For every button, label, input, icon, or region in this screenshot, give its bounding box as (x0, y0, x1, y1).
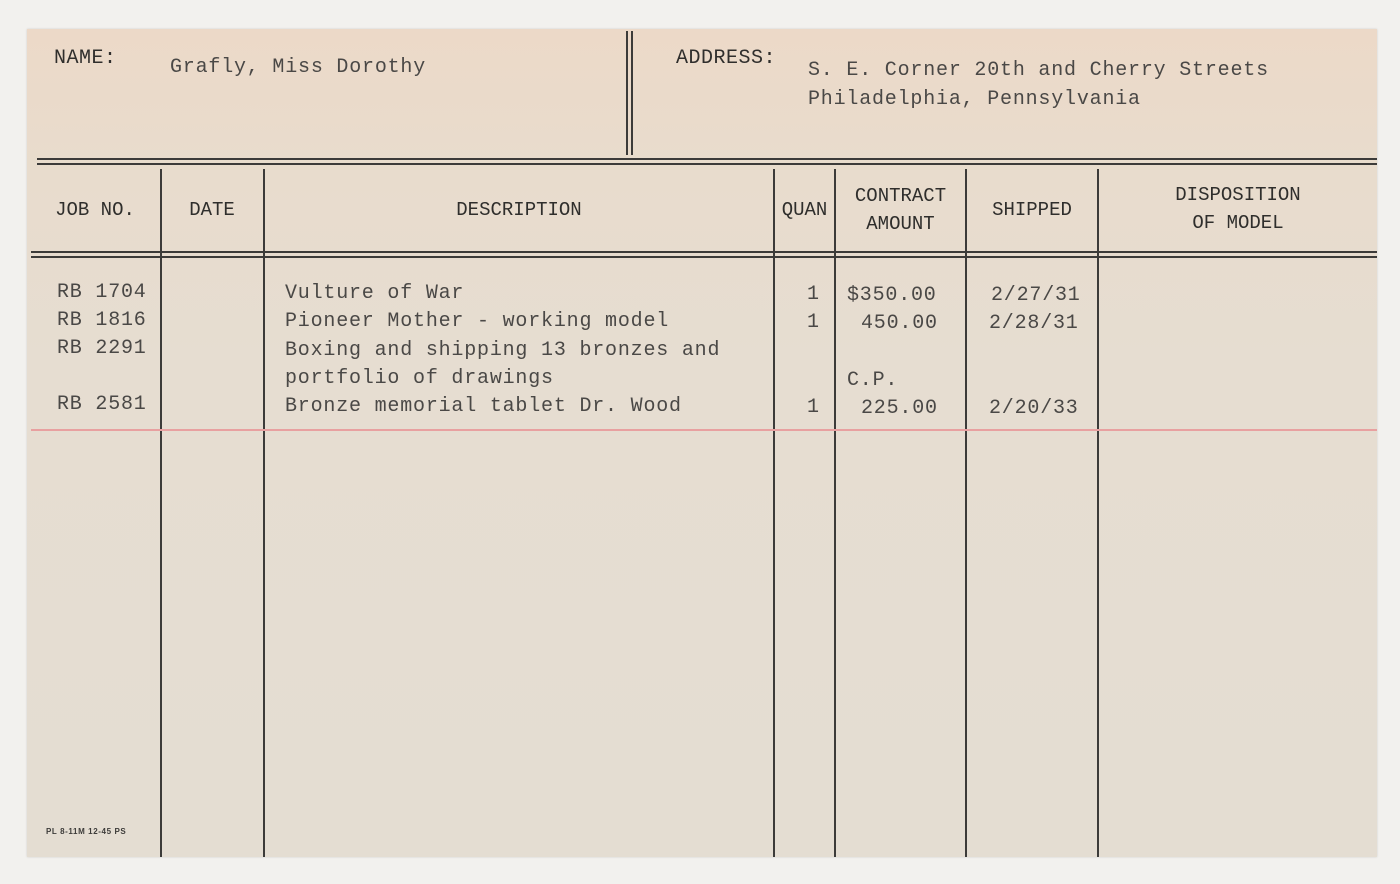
top-divider-right (631, 31, 633, 155)
col-line-2 (263, 169, 265, 857)
col-header-job-no: JOB NO. (55, 199, 135, 221)
row-1-shipped: 2/27/31 (991, 284, 1081, 307)
row-2-quan: 1 (807, 311, 820, 334)
col-header-description: DESCRIPTION (456, 199, 582, 221)
form-code: PL 8-11M 12-45 PS (46, 827, 127, 836)
name-label: NAME: (54, 47, 117, 70)
row-4-description: portfolio of drawings (285, 367, 554, 390)
col-line-1 (160, 169, 162, 857)
row-4-amount: C.P. (847, 369, 899, 392)
column-rule-top (31, 251, 1377, 253)
col-header-quan: QUAN (781, 199, 828, 221)
col-header-disposition-1: DISPOSITION (1175, 184, 1301, 206)
address-line-2: Philadelphia, Pennsylvania (808, 88, 1141, 111)
row-2-amount: 450.00 (861, 312, 938, 335)
col-line-4 (834, 169, 836, 857)
address-label: ADDRESS: (676, 47, 777, 70)
column-rule-bottom (31, 256, 1377, 258)
row-1-job: RB 1704 (57, 281, 147, 304)
col-header-contract-1: CONTRACT (854, 185, 947, 207)
row-1-amount: $350.00 (847, 284, 937, 307)
row-5-description: Bronze memorial tablet Dr. Wood (285, 395, 682, 418)
header-rule-bottom (37, 163, 1377, 165)
row-2-shipped: 2/28/31 (989, 312, 1079, 335)
row-3-job: RB 2291 (57, 337, 147, 360)
row-5-amount: 225.00 (861, 397, 938, 420)
row-2-job: RB 1816 (57, 309, 147, 332)
address-line-1: S. E. Corner 20th and Cherry Streets (808, 59, 1269, 82)
row-5-quan: 1 (807, 396, 820, 419)
row-3-description: Boxing and shipping 13 bronzes and (285, 339, 721, 362)
row-5-job: RB 2581 (57, 393, 147, 416)
col-line-6 (1097, 169, 1099, 857)
col-header-contract-2: AMOUNT (866, 213, 935, 235)
col-header-disposition-2: OF MODEL (1192, 212, 1284, 234)
row-5-shipped: 2/20/33 (989, 397, 1079, 420)
col-header-date: DATE (189, 199, 235, 221)
record-card (27, 29, 1377, 857)
row-2-description: Pioneer Mother - working model (285, 310, 670, 333)
header-rule-top (37, 158, 1377, 160)
col-line-5 (965, 169, 967, 857)
col-line-3 (773, 169, 775, 857)
row-1-quan: 1 (807, 283, 820, 306)
top-divider-left (626, 31, 628, 155)
name-value: Grafly, Miss Dorothy (170, 56, 427, 79)
col-header-shipped: SHIPPED (992, 199, 1072, 221)
row-1-description: Vulture of War (285, 282, 465, 305)
red-rule (31, 429, 1377, 431)
